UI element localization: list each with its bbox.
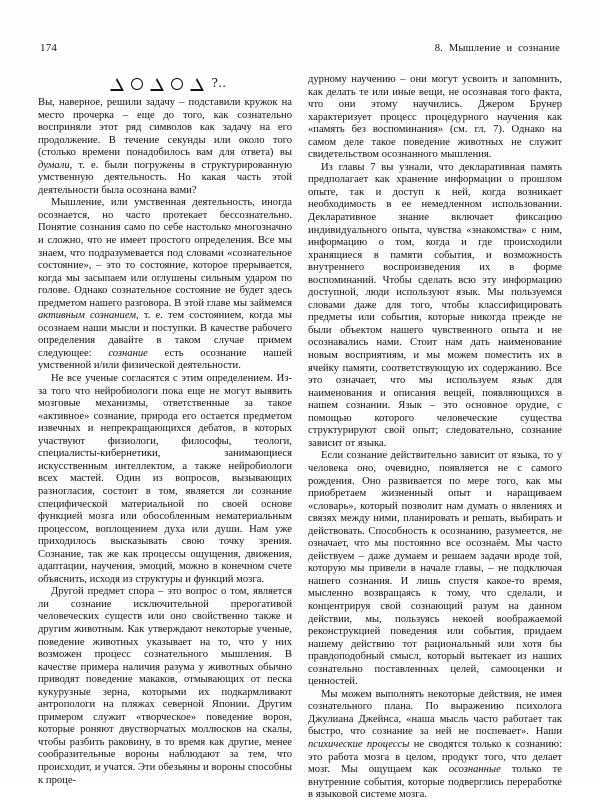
paragraph xyxy=(308,450,562,688)
triangle-icon xyxy=(150,78,164,91)
body-text: Мы можем выполнять некоторые действия, не имея сознательного плана. По выражению психолога Джулиана Джейнса, «наша мысль часто работает так быстро, что сознание за ней не поспевает». Наши xyxy=(308,688,562,738)
circle-icon xyxy=(171,78,183,90)
right-column-text xyxy=(308,74,562,802)
emphasis-text: думали xyxy=(38,159,70,171)
body-text: Вы, наверное, решили задачу – подставили кружок на место прочерка – еще до того, как сознательно восприняли этот ряд символов как задачу на его продолжение. В течение секунды или около того (столько времени понадобилось вам для ответа) вы xyxy=(38,97,292,159)
left-column-text xyxy=(38,97,292,787)
emphasis-text: активным сознанием xyxy=(38,310,137,322)
body-text: Из главы 7 вы узнали, что декларативная память предполагает как хранение информации о прошлом опыте, так и доступ к ней, когда возникает необходимость в ее немедленном использовании. Декларативное знание включает фиксацию индивидуального опыта, чувства «знакомства» с ним, информацию о том, когда и где происходили хранящиеся в памяти события, и возможность внутреннего воспроизведения их в форме воспоминаний. Чтобы сделать всю эту информацию доступной, люди используют язык. Мы пользуемся словами даже для того, чтобы классифицировать предметы или события, которые никогда прежде не были объектом нашего чувственного опыта и не осознавались нами. Стоит нам дать наименование новым восприятиям, и мы можем поместить их в ячейку памяти, соответствующую их содержанию. Все это означает, что мы используем xyxy=(308,161,562,387)
emphasis-text: сознание xyxy=(108,347,148,359)
body-text: Не все ученые согласятся с этим определением. Из-за того что нейробиологи пока еще не могут выявить мозговые механизмы, ответственные за такое «активное» сознание, природа его остается предметом извечных и непрекращающихся дебатов, в которых участвуют физиологи, философы, теологи, специалисты-кибернетики, занимающиеся искусственным интеллектом, а также нейробиологи всех мастей. Один из вопросов, вызывающих разногласия, состоит в том, является ли сознание специфической материальной по своей основе функцией мозга или обособленным нематериальным процессом, воплощением духа или души. Нам уже приходилось высказывать свою точку зрения. Сознание, так же как процессы ощущения, движения, адаптации, научения, эмоций, можно в конечном счете объяснить, исходя из структуры и функций мозга. xyxy=(38,373,292,585)
body-text: , т. е. тем состоянием, когда мы осознаем наши мысли и поступки. В качестве рабочего определения давайте в таком случае примем следующее: xyxy=(38,310,292,359)
symbol-sequence-figure xyxy=(38,74,292,94)
paragraph xyxy=(308,74,562,162)
emphasis-text: язык xyxy=(511,375,533,387)
paragraph xyxy=(308,162,562,451)
body-text: для наименования и описания вещей, появляющихся в нашем сознании. Язык – это основное орудие, с помощью которого человеческие существа структурируют свой опыт; следовательно, сознание зависит от языка. xyxy=(308,375,562,449)
body-text: только те внутренние события, которые подверглись переработке в языковой системе мозга. xyxy=(308,764,562,801)
paragraph xyxy=(38,586,292,787)
paragraph xyxy=(38,97,292,197)
question-mark-placeholder: ?.. xyxy=(211,76,227,91)
body-text: , т. е. были погружены в структурированную умственную деятельность. Но какая часть этой деятельности была осознана вами? xyxy=(38,159,292,196)
running-head xyxy=(40,42,560,56)
chapter-title: 8. Мышление и сознание xyxy=(434,43,560,54)
left-column xyxy=(38,74,292,786)
circle-icon xyxy=(131,78,143,90)
emphasis-text: осознанные xyxy=(448,764,501,776)
body-text: дурному научению – они могут усвоить и запомнить, как делать те или иные вещи, не осознавая того факта, что они этому научились. Джером Брунер характеризует процесс процедурного научения как «память без воспоминания» (см. гл. 7). Однако на самом деле такое поведение животных не служит свидетельством осознанного мышления. xyxy=(308,74,562,161)
page-number: 174 xyxy=(40,42,58,54)
right-column xyxy=(308,74,562,801)
paragraph xyxy=(38,373,292,586)
triangle-icon xyxy=(190,78,204,91)
body-text: Другой предмет спора – это вопрос о том, является ли сознание исключительной прерогативой человеческих существ или оно свойственно также и другим животным. Как утверждают некоторые ученые, поведение животных указывает на то, что у них возможен процесс сознательного мышления. В качестве примера наличия разума у животных обычно приводят поведение макаков, отмывающих от песка кукурузные зерна, которыми их подкармливают антропологи на пляжах северной Японии. Другим примером служит «творческое» поведение ворон, которые роняют двустворчатых моллюсков на скалы, чтобы разбить раковину, в то время как другие, менее сообразительные вороны наблюдают за тем, что происходит, и учатся. Эти обезьяны и вороны способны к проце- xyxy=(38,586,292,786)
emphasis-text: психические процессы xyxy=(308,738,410,750)
body-text: Если сознание действительно зависит от языка, то у человека оно, очевидно, появляется не с самого рождения. Оно развивается по мере того, как мы приобретаем жизненный опыт и наращиваем «словарь», который позволит нам думать о явлениях и связях между ними, планировать и решать, выбирать и действовать. Способность к осознанию, разумеется, не означает, что мы постоянно все осознаём. Мы часто действуем – даже думаем и решаем задачи вроде той, которую мы привели в начале главы, – не подключая нашего сознания. И лишь спустя какое-то время, мысленно возвращаясь к тому, что сделали, и концентрируя свой сознающий разум на данном действии, мы, пользуясь некоей воображаемой реконструкцией поведения или события, придаем нашему действию тот рациональный или хотя бы правдоподобный смысл, который вытекает из наших сознательно поставленных целей, самооценки и ценностей. xyxy=(308,450,562,688)
body-text: Мышление, или умственная деятельность, иногда осознается, но часто протекает бессознательно. Понятие сознания само по себе настолько многозначно и сложно, что не имеет простого определения. Все мы знаем, что подразумевается под словами «сознательное состояние», – это то состояние, которое прерывается, когда мы засыпаем или оглушены сильным ударом по голове. Однако сознательное состояние не будет здесь предметом нашего разговора. В этой главе мы займемся xyxy=(38,197,292,309)
two-column-body xyxy=(38,74,562,801)
triangle-icon xyxy=(110,78,124,91)
paragraph xyxy=(38,197,292,373)
body-text: есть осознание нашей умственной и/или физической деятельности. xyxy=(38,347,292,372)
paragraph xyxy=(308,689,562,802)
body-text: не сводятся только к сознанию: это работа мозга в целом, продукт того, что делает мозг. Мы ощущаем как xyxy=(308,738,562,776)
